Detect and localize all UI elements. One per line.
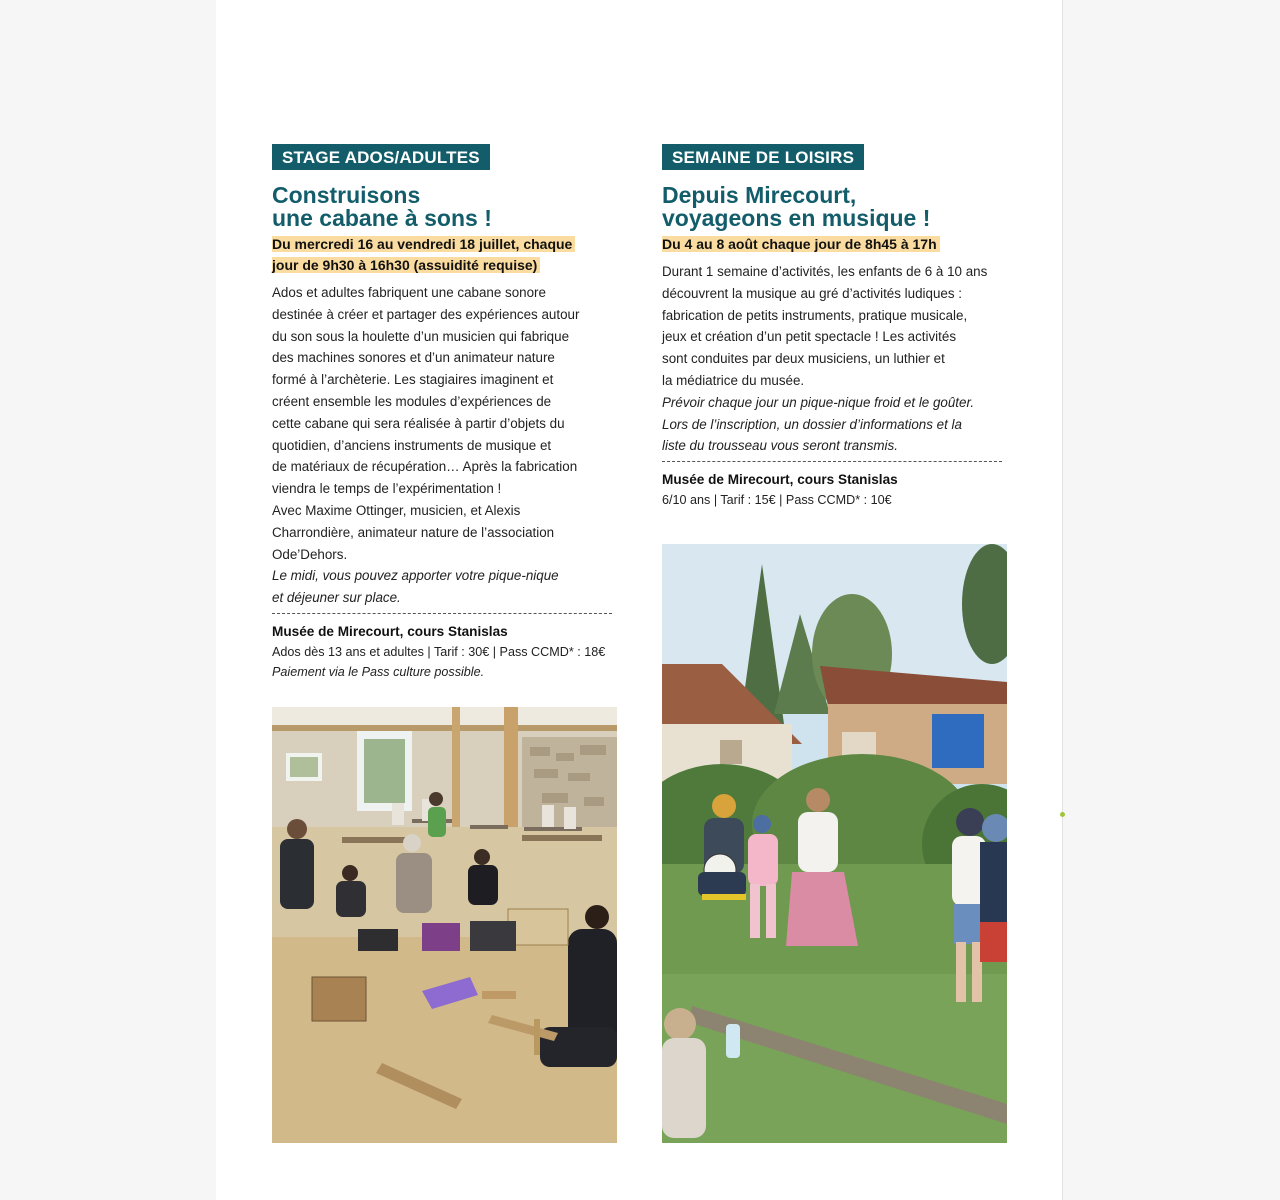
description-line: du son sous la houlette d’un musicien qui fabrique [272,328,570,344]
description-line: destinée à créer et partager des expériences autour [272,306,580,322]
description-line: Ados et adultes fabriquent une cabane sonore [272,285,546,300]
dates-line: jour de 9h30 à 16h30 (assuidité requise) [272,257,540,273]
description-line: la médiatrice du musée. [662,372,805,388]
italic-note-line: Le midi, vous pouvez apporter votre pique-nique [272,568,559,584]
description-line: fabrication de petits instruments, pratique musicale, [662,307,968,323]
description-line: Ode’Dehors. [272,546,348,562]
audience-price-info: Ados dès 13 ans et adultes | Tarif : 30€ | Pass CCMD* : 18€ [272,644,606,659]
venue-name: Musée de Mirecourt, cours Stanislas [662,472,898,488]
payment-note: Paiement via le Pass culture possible. [272,664,485,679]
title-line: une cabane à sons ! [272,205,492,231]
italic-note-line: et déjeuner sur place. [272,590,401,606]
event-title [272,184,618,230]
italic-note-line: Lors de l’inscription, un dossier d’informations et la [662,416,962,432]
dates-line: Du 4 au 8 août chaque jour de 8h45 à 17h [662,236,940,252]
title-line: Construisons [272,182,421,208]
category-tag: SEMAINE DE LOISIRS [662,144,864,170]
description-line: quotidien, d’anciens instruments de musique et [272,437,552,453]
event-dates [272,234,618,276]
category-tag: STAGE ADOS/ADULTES [272,144,490,170]
event-dates [662,234,1008,255]
event-description [662,261,1008,457]
event-description [272,282,618,609]
workshop-column-left [272,144,618,682]
dashed-separator [272,613,612,614]
workshop-column-right [662,144,1008,510]
event-title [662,184,1008,230]
description-line: viendra le temps de l’expérimentation ! [272,481,502,497]
title-line: Depuis Mirecourt, [662,182,857,208]
description-line: créent ensemble les modules d’expériences de [272,393,552,409]
venue-name: Musée de Mirecourt, cours Stanislas [272,623,508,639]
description-line: sont conduites par deux musiciens, un luthier et [662,351,945,367]
title-line: voyageons en musique ! [662,205,931,231]
description-line: cette cabane qui sera réalisée à partir d’objets du [272,415,565,431]
page-edge-rule [1062,0,1063,1200]
italic-note-line: Prévoir chaque jour un pique-nique froid et le goûter. [662,394,975,410]
description-line: Charrondière, animateur nature de l’association [272,524,555,540]
page-edge-dot [1060,812,1065,817]
description-line: découvrent la musique au gré d’activités ludiques : [662,285,962,301]
dates-line: Du mercredi 16 au vendredi 18 juillet, chaque [272,236,575,252]
description-line: de matériaux de récupération… Après la fabrication [272,459,578,475]
description-line: des machines sonores et d’un animateur nature [272,350,555,366]
description-line: formé à l’archèterie. Les stagiaires imaginent et [272,372,554,388]
dashed-separator [662,461,1002,462]
garden-activity-photo [662,544,1007,1143]
description-line: jeux et création d’un petit spectacle ! Les activités [662,329,957,345]
workshop-photo [272,707,617,1143]
description-line: Durant 1 semaine d’activités, les enfants de 6 à 10 ans [662,264,988,279]
italic-note-line: liste du trousseau vous seront transmis. [662,438,898,454]
description-line: Avec Maxime Ottinger, musicien, et Alexis [272,502,521,518]
audience-price-info: 6/10 ans | Tarif : 15€ | Pass CCMD* : 10€ [662,493,892,508]
